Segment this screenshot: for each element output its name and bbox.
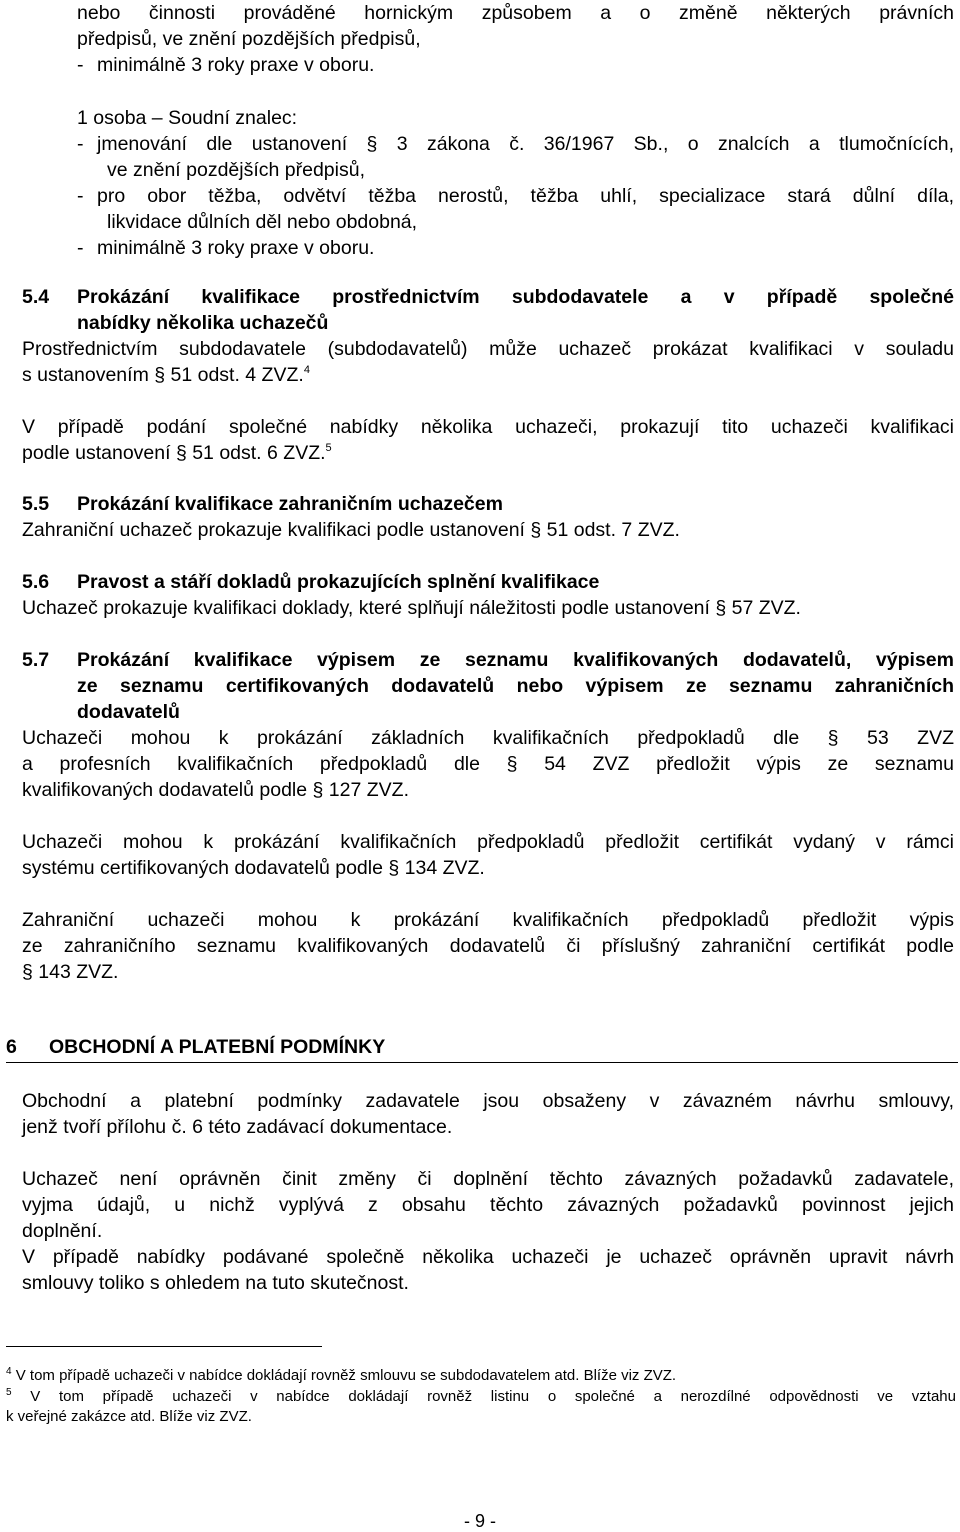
footnote-4 [6,1366,956,1386]
continuation-line-2: předpisů, ve znění pozdějších předpisů, [77,28,421,50]
bullet-dash: - [77,54,84,76]
footnote-text: V tom případě uchazeči v nabídce dokládají rovněž listinu o společné a nerozdílné odpovědnosti ve vztahu [30,1388,956,1405]
section-number: 5.6 [22,571,50,593]
paragraph-text: s ustanovením § 51 odst. 4 ZVZ. [22,364,304,386]
section-heading-5-6: Pravost a stáří dokladů prokazujících splnění kvalifikace [77,571,600,593]
section-number: 5.4 [22,286,50,308]
paragraph-5-7-2-line-1: Uchazeči mohou k prokázání kvalifikačních předpokladů předložit certifikát vydaný v rámci [22,831,954,853]
paragraph-5-7-1-line-3: kvalifikovaných dodavatelů podle § 127 ZVZ. [22,779,409,801]
paragraph-5-4-2-line-2 [22,440,954,466]
paragraph-6-2-line-2: vyjma údajů, u nichž vyplývá z obsahu těchto závazných požadavků povinnost jejich [22,1194,954,1216]
paragraph-6-1-line-1: Obchodní a platební podmínky zadavatele jsou obsaženy v závazném návrhu smlouvy, [22,1090,954,1112]
footnote-ref-5[interactable]: 5 [325,442,332,454]
footnote-5-line-1 [6,1387,956,1407]
paragraph-5-7-2-line-2: systému certifikovaných dodavatelů podle § 134 ZVZ. [22,857,485,879]
footnote-number: 4 [6,1366,12,1377]
paragraph-6-1-line-2: jenž tvoří přílohu č. 6 této zadávací dokumentace. [22,1116,453,1138]
bullet-dash: - [77,185,84,207]
expert-bullet-2-cont: likvidace důlních děl nebo obdobná, [107,211,418,233]
paragraph-5-5: Zahraniční uchazeč prokazuje kvalifikaci podle ustanovení § 51 odst. 7 ZVZ. [22,519,680,541]
bullet-text: jmenování dle ustanovení § 3 zákona č. 36/1967 Sb., o znalcích a tlumočnících, [97,133,954,155]
section-number: 5.7 [22,649,50,671]
section-heading-5-5: Prokázání kvalifikace zahraničním uchazečem [77,493,503,515]
footnote-number: 5 [6,1387,12,1398]
bullet-dash: - [77,237,84,259]
paragraph-5-7-3-line-3: § 143 ZVZ. [22,961,119,983]
paragraph-6-3-line-1: V případě nabídky podávané společně několika uchazeči je uchazeč oprávněn upravit návrh [22,1246,954,1268]
paragraph-6-3-line-2: smlouvy toliko s ohledem na tuto skutečnost. [22,1272,409,1294]
expert-title: 1 osoba – Soudní znalec: [77,107,298,129]
chapter-heading-6: OBCHODNÍ A PLATEBNÍ PODMÍNKY [49,1036,386,1058]
bullet-text: pro obor těžba, odvětví těžba nerostů, těžba uhlí, specializace stará důlní díla, [97,185,954,207]
paragraph-5-4-2-line-1: V případě podání společné nabídky několika uchazeči, prokazují tito uchazeči kvalifikaci [22,416,954,438]
section-heading-5-7-line-2: ze seznamu certifikovaných dodavatelů nebo výpisem ze seznamu zahraničních [77,675,954,697]
section-heading-5-4-line-2: nabídky několika uchazečů [77,312,329,334]
page-number: - 9 - [463,1511,496,1531]
paragraph-5-4-1-line-1: Prostřednictvím subdodavatele (subdodavatelů) může uchazeč prokázat kvalifikaci v souladu [22,338,954,360]
paragraph-text: podle ustanovení § 51 odst. 6 ZVZ. [22,442,326,464]
section-heading-5-4-line-1: Prokázání kvalifikace prostřednictvím subdodavatele a v případě společné [77,286,954,308]
chapter-number: 6 [6,1036,17,1058]
continuation-bullet [77,52,954,78]
expert-bullet-2 [77,183,954,209]
paragraph-5-4-1-line-2 [22,362,954,388]
footnote-ref-4[interactable]: 4 [303,364,310,376]
expert-bullet-3 [77,235,954,261]
footnote-text: V tom případě uchazeči v nabídce dokládají rovněž smlouvu se subdodavatelem atd. Blíže viz ZVZ. [15,1367,677,1384]
footnote-separator [6,1346,322,1347]
expert-bullet-1-cont: ve znění pozdějších předpisů, [107,159,365,181]
paragraph-6-2-line-3: doplnění. [22,1220,103,1242]
paragraph-5-7-1-line-1: Uchazeči mohou k prokázání základních kvalifikačních předpokladů dle § 53 ZVZ [22,727,954,749]
bullet-text: minimálně 3 roky praxe v oboru. [97,54,375,76]
paragraph-5-7-3-line-2: ze zahraničního seznamu kvalifikovaných dodavatelů či příslušný zahraniční certifikát podle [22,935,954,957]
bullet-text: minimálně 3 roky praxe v oboru. [97,237,375,259]
expert-bullet-1 [77,131,954,157]
paragraph-6-2-line-1: Uchazeč není oprávněn činit změny či doplnění těchto závazných požadavků zadavatele, [22,1168,954,1190]
section-number: 5.5 [22,493,50,515]
continuation-line-1: nebo činnosti prováděné hornickým způsobem a o změně některých právních [77,2,954,24]
chapter-heading-rule [6,1062,958,1063]
paragraph-5-7-3-line-1: Zahraniční uchazeči mohou k prokázání kvalifikačních předpokladů předložit výpis [22,909,954,931]
section-heading-5-7-line-3: dodavatelů [77,701,180,723]
paragraph-5-6: Uchazeč prokazuje kvalifikaci doklady, které splňují náležitosti podle ustanovení § 57 ZVZ. [22,597,801,619]
footnote-5-line-2: k veřejné zakázce atd. Blíže viz ZVZ. [6,1408,252,1425]
section-heading-5-7-line-1: Prokázání kvalifikace výpisem ze seznamu kvalifikovaných dodavatelů, výpisem [77,649,954,671]
paragraph-5-7-1-line-2: a profesních kvalifikačních předpokladů dle § 54 ZVZ předložit výpis ze seznamu [22,753,954,775]
bullet-dash: - [77,133,84,155]
footnote-5 [6,1387,956,1427]
